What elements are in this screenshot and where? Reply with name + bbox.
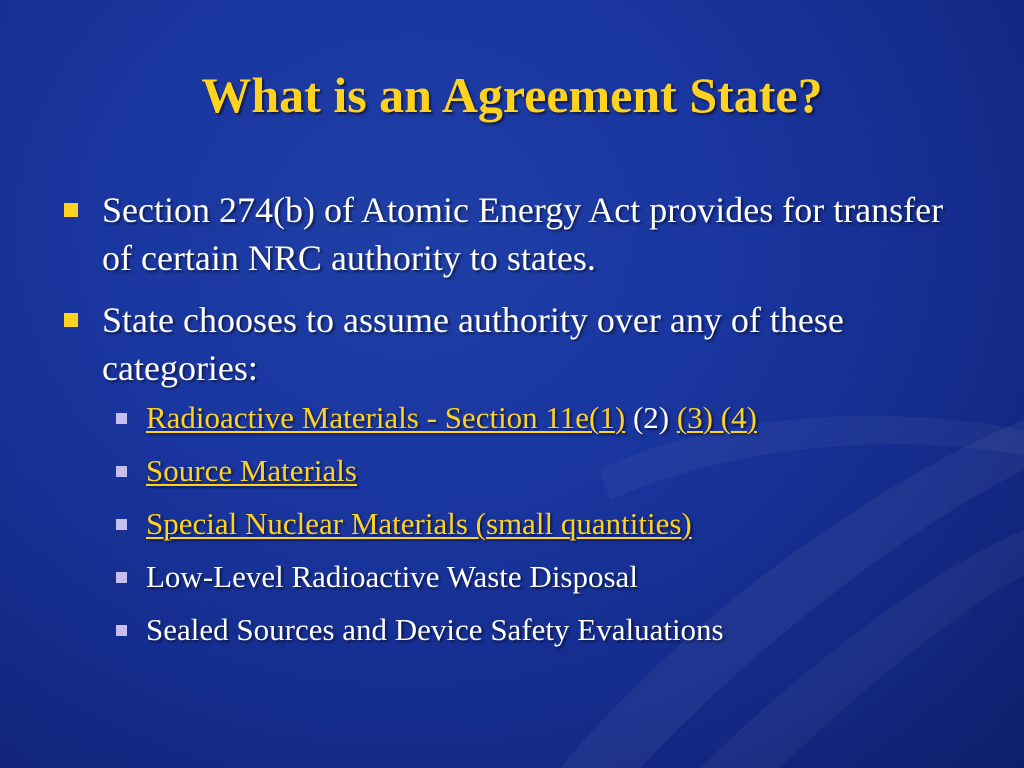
bullet-text: Section 274(b) of Atomic Energy Act provides for transfer of certain NRC authority to states. <box>102 190 944 278</box>
radioactive-materials-link[interactable]: Radioactive Materials - Section 11e(1 <box>146 400 615 435</box>
sub-bullet-llrw-disposal <box>114 559 974 595</box>
square-bullet-icon <box>116 519 127 530</box>
square-bullet-icon <box>116 572 127 583</box>
bullet-text: State chooses to assume authority over any of these categories: <box>102 300 844 388</box>
square-bullet-icon <box>64 203 78 217</box>
sub-bullet-radioactive-materials <box>114 400 974 436</box>
sub-bullet-source-materials <box>114 453 974 489</box>
square-bullet-icon <box>64 313 78 327</box>
sub-bullet-sealed-sources <box>114 612 974 648</box>
main-bullet-list <box>62 186 962 406</box>
radioactive-materials-3-4-link[interactable]: (3) (4) <box>676 400 757 435</box>
square-bullet-icon <box>116 625 127 636</box>
sub-bullet-special-nuclear-materials <box>114 506 974 542</box>
source-materials-link[interactable]: Source Materials <box>146 453 357 488</box>
bullet-state-chooses <box>62 296 962 392</box>
radioactive-materials-link-close[interactable]: ) <box>614 400 626 435</box>
category-sub-list <box>114 400 974 665</box>
square-bullet-icon <box>116 466 127 477</box>
slide-title: What is an Agreement State? <box>201 67 823 123</box>
special-nuclear-materials-link[interactable]: Special Nuclear Materials (small quantities) <box>146 506 692 541</box>
llrw-disposal-text: Low-Level Radioactive Waste Disposal <box>146 559 638 594</box>
sealed-sources-text: Sealed Sources and Device Safety Evaluations <box>146 612 724 647</box>
radioactive-materials-middle-text: (2) <box>625 400 677 435</box>
bullet-section-274b <box>62 186 962 282</box>
square-bullet-icon <box>116 413 127 424</box>
